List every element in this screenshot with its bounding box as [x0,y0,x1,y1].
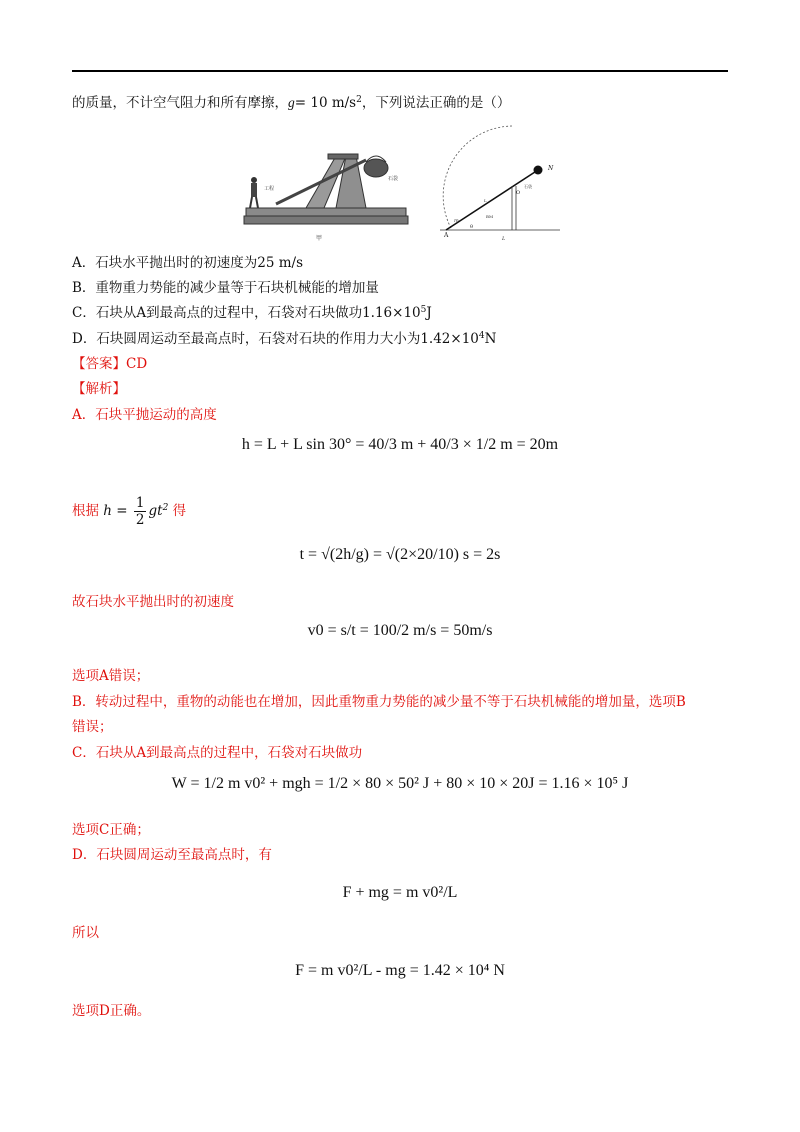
option-D-main: D．石块圆周运动至最高点时，石袋对石块的作用力大小为1.42×10 [72,331,479,347]
label-N: N [548,165,554,172]
label-m: m [454,218,459,224]
answer-value: CD [126,356,148,372]
catapult-illustration [236,142,416,242]
analysis-D-so: 所以 [72,925,99,941]
analysis-B-line2: 错误； [72,719,113,735]
question-stem [72,94,510,114]
label-stone-bag: 石袋 [388,176,399,182]
analysis-A-so: 故石块水平抛出时的初速度 [72,594,234,610]
option-C [72,304,432,324]
label-L: L [502,236,506,242]
label-M: BM [486,214,494,219]
option-C-main: C．石块从A到最高点的过程中，石袋对石块做功1.16×10 [72,305,421,321]
analysis-C-intro: C．石块从A到最高点的过程中，石袋对石块做功 [72,745,363,761]
stem-prefix: 的质量，不计空气阻力和所有摩擦， [72,95,288,111]
by-suffix: 得 [172,503,187,519]
option-A: A．石块水平抛出时的初速度为25 m/s [72,255,303,271]
formula-height: h = L + L sin 30° = 40/3 m + 40/3 × 1/2 m = 20m [241,436,559,453]
answer-line [72,355,147,373]
option-C-unit: J [426,305,432,321]
label-theta: θ [470,224,474,230]
circular-path [443,126,512,230]
caption-left: 甲 [316,235,323,242]
schematic-diagram [440,122,570,242]
analysis-D-conclusion: 选项D正确。 [72,1003,151,1019]
analysis-A-conclusion: 选项A错误； [72,668,150,684]
analysis-A-intro: A．石块平抛运动的高度 [72,407,217,423]
label-A: A [444,232,449,239]
label-arm-L: L [484,198,487,203]
label-bag: 石袋 [524,184,532,189]
option-B: B．重物重力势能的减少量等于石块机械能的增加量 [72,280,379,296]
option-D-exp: 4 [478,331,485,341]
analysis-C-conclusion: 选项C正确； [72,822,150,838]
stem-g-value: = 10 m/s [294,95,357,111]
by-text: 根据 [72,503,99,519]
stem-g-exp: 2 [356,95,362,105]
analysis-label: 【解析】 [72,381,126,397]
option-C-exp: 5 [420,305,427,315]
label-O: O [516,190,521,196]
formula-work: W = 1/2 m v0² + mgh = 1/2 × 80 × 50² J + 80 × 10 × 20J = 1.16 × 10⁵ J [171,775,629,792]
analysis-D-intro: D．石块圆周运动至最高点时，有 [72,847,272,863]
formula-velocity: v0 = s/t = 100/2 m/s = 50m/s [307,622,493,639]
header-rule [72,70,728,72]
formula-force-result: F = m v0²/L - mg = 1.42 × 10⁴ N [295,962,505,979]
analysis-A-by [72,495,186,528]
analysis-B-line1: B．转动过程中，重物的动能也在增加，因此重物重力势能的减少量不等于石块机械能的增加量，选项B [72,694,686,710]
stem-suffix: ，下列说法正确的是（） [361,95,511,111]
option-D [72,330,496,350]
formula-h-gt2: h = $\frac{1}{2}$ $gt^2$ [103,495,169,528]
option-D-unit: N [484,331,497,347]
stem-g: g [288,95,295,110]
label-person: 工程 [264,186,275,192]
formula-time: t = √(2h/g) = √(2×20/10) s = 2s [299,546,501,563]
answer-label: 【答案】 [72,356,126,372]
stone-ball [534,166,543,175]
arm-line [446,170,538,230]
formula-force-balance: F + mg = m v0²/L [342,884,458,901]
